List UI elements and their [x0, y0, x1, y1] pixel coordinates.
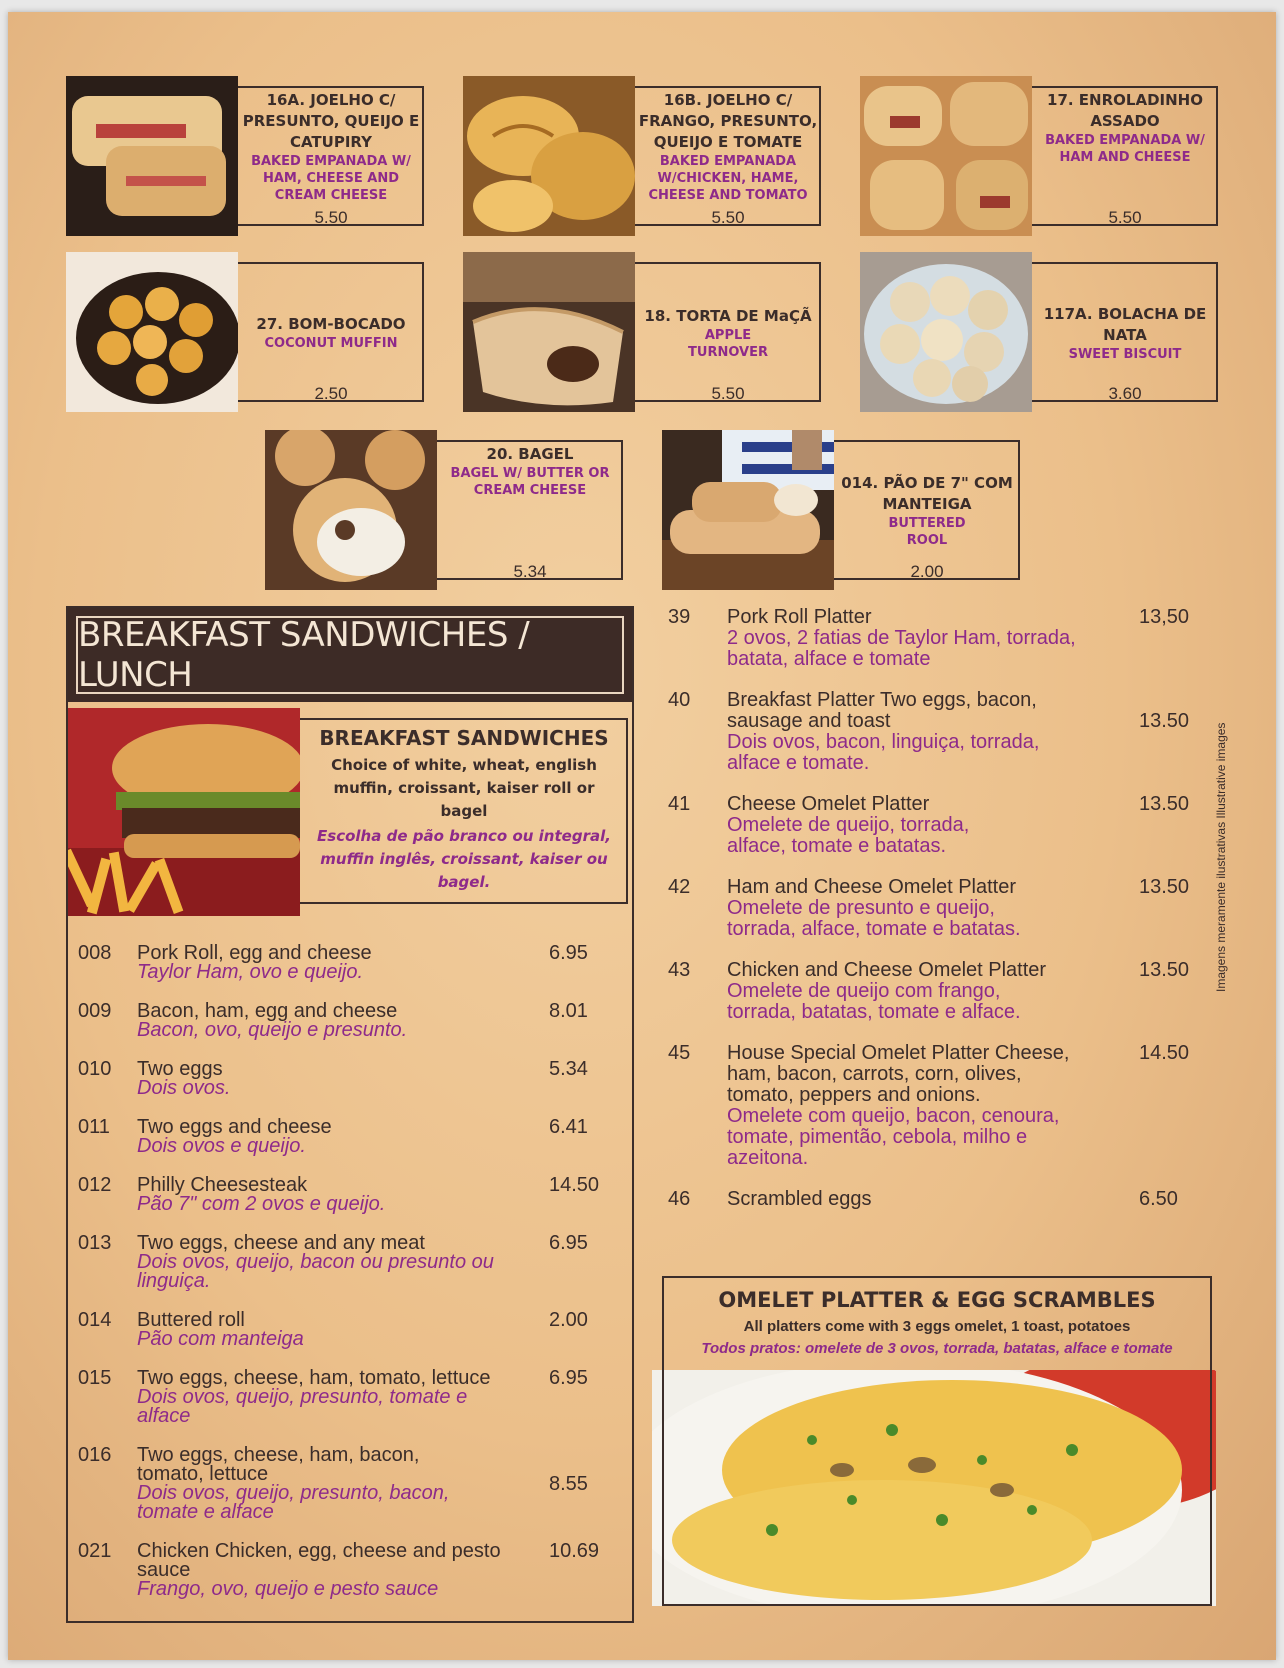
section-banner	[68, 608, 632, 702]
tile-desc: COCONUT MUFFIN	[264, 336, 398, 351]
tile-desc: BAKED EMPANADA W/CHICKEN, HAME, CHEESE AND TOMATO	[648, 154, 808, 203]
biscuit-photo	[860, 252, 1032, 412]
bagel-photo	[265, 430, 437, 590]
tile-price: 5.50	[711, 208, 745, 227]
tile-name: 16B. JOELHO C/ FRANGO, PRESUNTO, QUEIJO E TOMATE	[638, 91, 818, 151]
section-title: BREAKFAST SANDWICHES / LUNCH	[76, 616, 624, 694]
tile-price: 2.50	[314, 384, 348, 403]
tile-price: 5.50	[1108, 208, 1142, 227]
omelet-platter-box	[662, 1276, 1212, 1606]
menu-item[interactable]: 46 Scrambled eggs 6.50	[668, 1188, 1178, 1210]
tile-name: 27. BOM-BOCADO	[256, 315, 406, 333]
tile-price: 3.60	[1108, 384, 1142, 403]
tile-price: 5.34	[513, 562, 547, 581]
menu-item[interactable]: 009 Bacon, ham, egg and cheese Bacon, ovo, queijo e presunto. 8.01	[78, 1000, 588, 1041]
tile-desc: APPLE TURNOVER	[688, 327, 768, 360]
menu-item[interactable]: 008 Pork Roll, egg and cheese Taylor Ham, ovo e queijo. 6.95	[78, 942, 588, 983]
menu-item[interactable]: 010 Two eggs Dois ovos. 5.34	[78, 1058, 588, 1099]
empanada-photo	[463, 76, 635, 236]
menu-tile-16a[interactable]	[66, 76, 426, 238]
omelet-section-sub-en: All platters come with 3 eggs omelet, 1 toast, potatoes	[743, 1318, 1131, 1335]
menu-item[interactable]: 45 House Special Omelet Platter Cheese, ham, bacon, carrots, corn, olives, tomato, peppers and onions. Omelete com queijo, bacon, cenoura, tomate, pimentão, cebola, milho e azeitona. 14.50	[668, 1042, 1190, 1169]
tile-desc: SWEET BISCUIT	[1068, 346, 1182, 362]
sandwich-list	[78, 944, 618, 1599]
menu-item[interactable]: 021 Chicken Chicken, egg, cheese and pesto sauce Frango, ovo, queijo e pesto sauce 10.69	[78, 1540, 600, 1600]
rolls-photo	[860, 76, 1032, 236]
menu-tile-18[interactable]	[463, 252, 823, 414]
menu-item[interactable]: 013 Two eggs, cheese and any meat Dois ovos, queijo, bacon ou presunto ou linguiça. 6.95	[78, 1232, 588, 1292]
menu-item[interactable]: 016 Two eggs, cheese, ham, bacon, tomato, lettuce Dois ovos, queijo, presunto, bacon, tomate e alface 8.55	[78, 1444, 588, 1523]
bread-choice-pt: Escolha de pão branco ou integral, muffin inglês, croissant, kaiser ou bagel.	[317, 827, 611, 891]
menu-tile-117a[interactable]	[860, 252, 1220, 414]
menu-item[interactable]: 41 Cheese Omelet Platter Omelete de queijo, torrada, alface, tomate e batatas. 13.50	[668, 793, 1190, 857]
breakfast-sandwiches-section	[66, 606, 634, 1623]
tile-price: 2.00	[910, 562, 944, 581]
menu-item[interactable]: 014 Buttered roll Pão com manteiga 2.00	[78, 1309, 588, 1350]
tile-name: 16A. JOELHO C/ PRESUNTO, QUEIJO E CATUPIRY	[242, 91, 420, 151]
menu-tile-20[interactable]	[265, 430, 625, 592]
menu-item[interactable]: 012 Philly Cheesesteak Pão 7" com 2 ovos e queijo. 14.50	[78, 1174, 600, 1215]
menu-item[interactable]: 40 Breakfast Platter Two eggs, bacon, sausage and toast Dois ovos, bacon, linguiça, torrada, alface e tomate. 13.50	[668, 689, 1190, 774]
tile-name: 20. BAGEL	[486, 445, 574, 463]
omelet-section-sub-pt: Todos pratos: omelete de 3 ovos, torrada, batatas, alface e tomate	[701, 1340, 1173, 1357]
menu-item[interactable]: 015 Two eggs, cheese, ham, tomato, lettuce Dois ovos, queijo, presunto, tomate e alface 6.95	[78, 1367, 588, 1427]
tile-name: 014. PÃO DE 7" COM MANTEIGA	[841, 474, 1013, 513]
menu-item[interactable]: 011 Two eggs and cheese Dois ovos e queijo. 6.41	[78, 1116, 588, 1157]
menu-tile-27[interactable]	[66, 252, 426, 414]
tile-name: 18. TORTA DE MaÇÃ	[644, 306, 812, 325]
menu-item[interactable]: 42 Ham and Cheese Omelet Platter Omelete de presunto e queijo, torrada, alface, tomate e batatas. 13.50	[668, 876, 1190, 940]
omelet-platter-list	[668, 607, 1228, 1210]
empanada-photo	[66, 76, 238, 236]
muffin-photo	[66, 252, 238, 412]
menu-tile-17[interactable]	[860, 76, 1220, 238]
bread-choice-en: Choice of white, wheat, english muffin, croissant, kaiser roll or bagel	[331, 756, 597, 820]
menu-tile-014[interactable]	[662, 430, 1022, 592]
menu-tile-16b[interactable]	[463, 76, 823, 238]
tile-desc: BUTTERED ROOL	[888, 516, 966, 548]
burger-fries-photo	[68, 708, 300, 916]
tile-desc: BAGEL W/ BUTTER OR CREAM CHEESE	[450, 466, 610, 498]
tile-price: 5.50	[314, 208, 348, 227]
menu-page	[8, 12, 1276, 1660]
breakfast-sandwiches-title: BREAKFAST SANDWICHES	[319, 726, 609, 750]
tile-name: 17. ENROLADINHO ASSADO	[1047, 91, 1203, 130]
tile-price: 5.50	[711, 384, 745, 403]
omelet-section-title: OMELET PLATTER & EGG SCRAMBLES	[718, 1288, 1156, 1312]
tile-name: 117A. BOLACHA DE NATA	[1043, 304, 1207, 344]
turnover-photo	[463, 252, 635, 412]
menu-item[interactable]: 39 Pork Roll Platter 2 ovos, 2 fatias de Taylor Ham, torrada, batata, alface e tomate 13,50	[668, 606, 1190, 670]
illustrative-images-note: Imagens meramente ilustrativas Illustrative images	[1214, 722, 1228, 992]
tile-desc: BAKED EMPANADA W/ HAM, CHEESE AND CREAM CHEESE	[251, 154, 411, 203]
bread-roll-photo	[662, 430, 834, 590]
tile-desc: BAKED EMPANADA W/ HAM AND CHEESE	[1045, 133, 1205, 165]
menu-item[interactable]: 43 Chicken and Cheese Omelet Platter Omelete de queijo com frango, torrada, batatas, tomate e alface. 13.50	[668, 959, 1190, 1023]
